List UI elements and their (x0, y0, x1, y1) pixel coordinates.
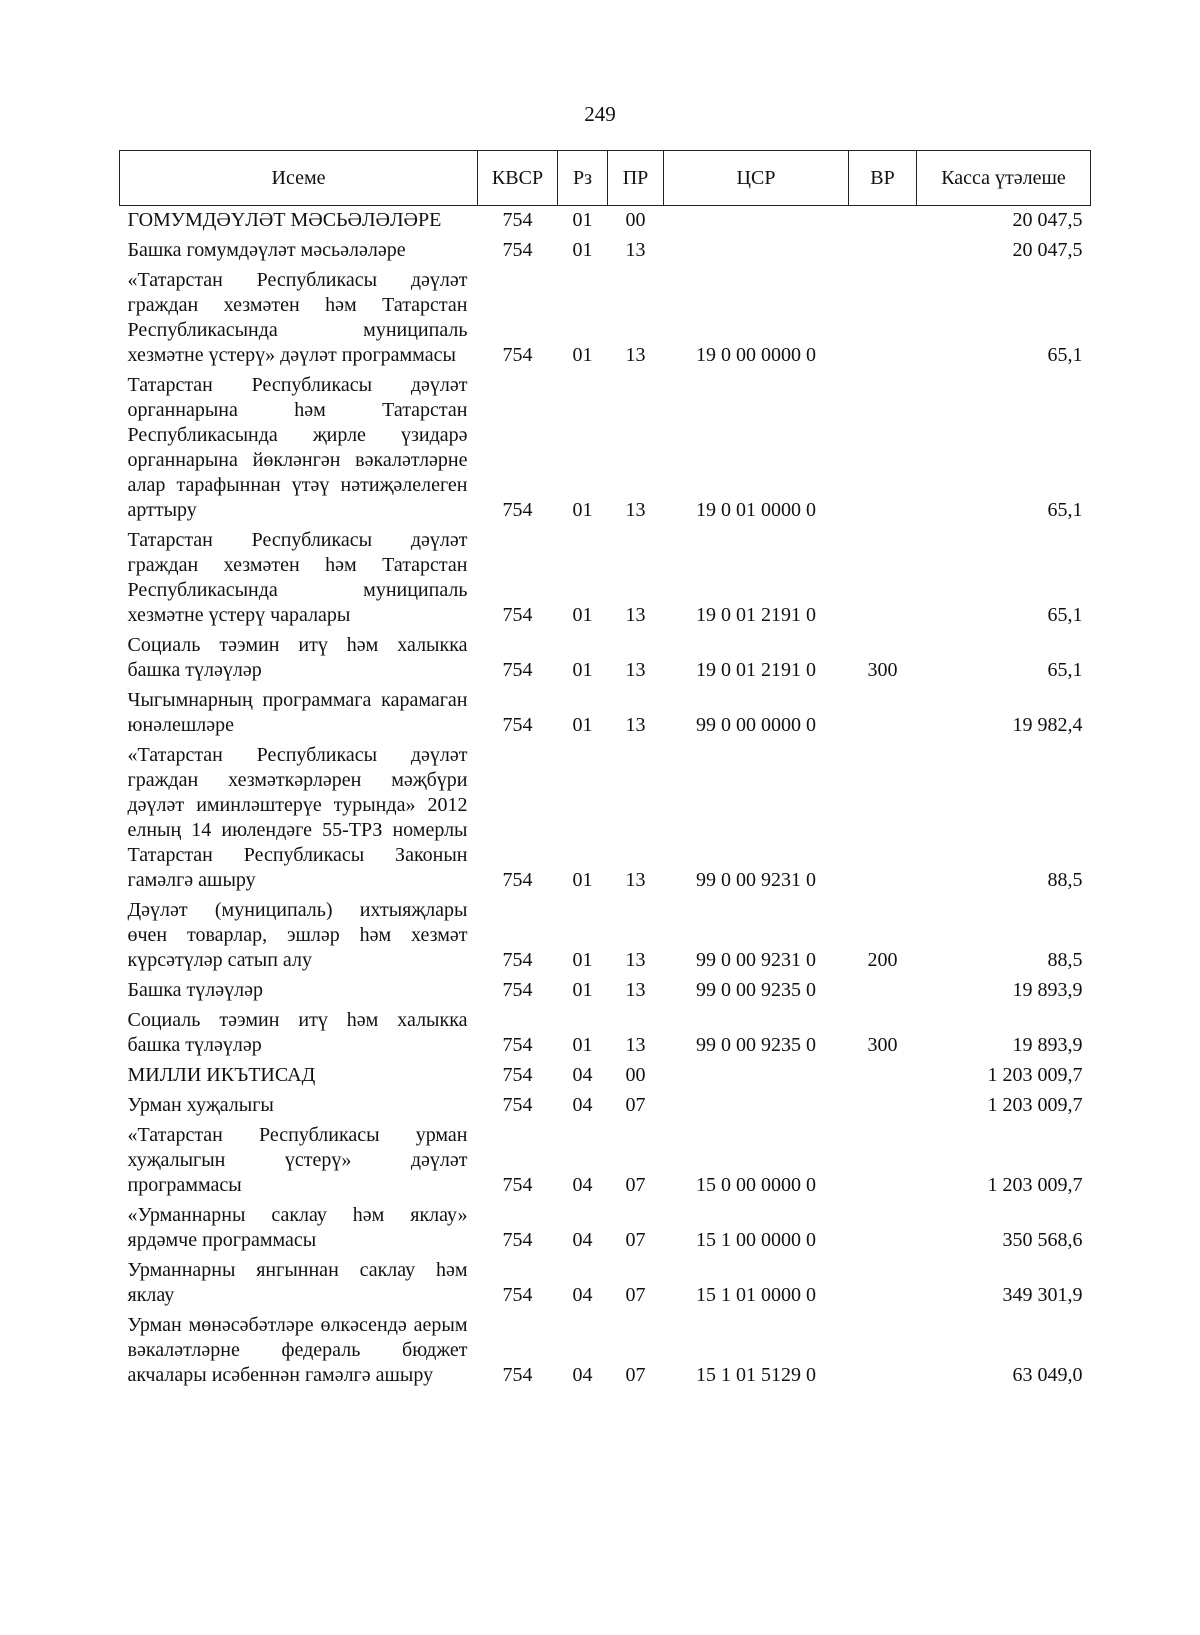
table-row (120, 266, 1091, 371)
cell-csr: 15 1 00 0000 0 (696, 1229, 816, 1251)
cell-csr (664, 1091, 849, 1121)
cell-rz: 01 (572, 1034, 593, 1056)
cell-pr: 00 (625, 209, 646, 231)
cell-rz: 01 (572, 499, 593, 521)
cell-pr: 13 (625, 499, 646, 521)
cell-sum: 19 893,9 (1012, 979, 1083, 1001)
cell-name: Урманнарны янгыннан саклау һәм яклау (127, 1259, 468, 1306)
cell-kvsr: 754 (502, 1364, 533, 1386)
cell-sum: 19 893,9 (1012, 1034, 1083, 1056)
cell-rz: 01 (572, 659, 593, 681)
header-sum: Касса үтәлеше (917, 151, 1091, 206)
cell-rz: 01 (572, 949, 593, 971)
cell-vr (849, 1201, 917, 1256)
cell-name: Чыгымнарның программага карамаган юнәлешләре (127, 689, 468, 736)
cell-kvsr: 754 (502, 1034, 533, 1056)
cell-kvsr: 754 (502, 1094, 533, 1116)
cell-pr: 13 (625, 949, 646, 971)
header-csr: ЦСР (664, 151, 849, 206)
cell-sum: 88,5 (1047, 869, 1083, 891)
cell-rz: 04 (572, 1284, 593, 1306)
cell-name: «Татарстан Республикасы урман хуҗалыгын үстерү» дәүләт программасы (127, 1124, 468, 1196)
cell-kvsr: 754 (502, 209, 533, 231)
header-name: Исеме (120, 151, 478, 206)
cell-csr (664, 1061, 849, 1091)
cell-kvsr: 754 (502, 949, 533, 971)
table-row (120, 371, 1091, 526)
cell-rz: 04 (572, 1064, 593, 1086)
cell-vr (849, 976, 917, 1006)
cell-vr (849, 526, 917, 631)
cell-pr: 07 (625, 1229, 646, 1251)
header-kvsr: КВСР (478, 151, 558, 206)
cell-sum: 88,5 (1047, 949, 1083, 971)
cell-sum: 350 568,6 (1002, 1229, 1083, 1251)
cell-rz: 01 (572, 239, 593, 261)
cell-pr: 00 (625, 1064, 646, 1086)
cell-name: Татарстан Республикасы дәүләт органнарына һәм Татарстан Республикасында җирле үзидарә органнарына йөкләнгән вәкаләтләрне алар тарафыннан үтәү нәтиҗәлелеген арттыру (127, 374, 468, 521)
cell-pr: 13 (625, 659, 646, 681)
cell-csr: 99 0 00 9235 0 (696, 979, 816, 1001)
table-header (120, 151, 1091, 206)
cell-vr (849, 1311, 917, 1391)
cell-pr: 13 (625, 239, 646, 261)
cell-vr (849, 236, 917, 266)
cell-csr: 19 0 01 2191 0 (696, 659, 816, 681)
cell-pr: 13 (625, 604, 646, 626)
cell-rz: 04 (572, 1364, 593, 1386)
cell-csr: 19 0 01 2191 0 (696, 604, 816, 626)
cell-pr: 07 (625, 1174, 646, 1196)
cell-vr (849, 1256, 917, 1311)
cell-sum: 20 047,5 (1012, 209, 1083, 231)
cell-name: Урман мөнәсәбәтләре өлкәсендә аерым вәкаләтләрне федераль бюджет акчалары исәбеннән гамәлгә ашыру (127, 1314, 468, 1386)
cell-name: ГОМУМДӘҮЛӘТ МӘСЬӘЛӘЛӘРЕ (127, 209, 442, 231)
cell-sum: 1 203 009,7 (987, 1174, 1083, 1196)
cell-pr: 07 (625, 1094, 646, 1116)
cell-vr (849, 206, 917, 237)
cell-vr (849, 686, 917, 741)
cell-pr: 13 (625, 869, 646, 891)
cell-vr (849, 371, 917, 526)
table-row (120, 631, 1091, 686)
cell-vr: 300 (867, 659, 898, 681)
table-row (120, 686, 1091, 741)
table-row (120, 976, 1091, 1006)
cell-sum: 349 301,9 (1002, 1284, 1083, 1306)
cell-sum: 19 982,4 (1012, 714, 1083, 736)
cell-rz: 04 (572, 1174, 593, 1196)
cell-csr: 19 0 01 0000 0 (696, 499, 816, 521)
cell-kvsr: 754 (502, 604, 533, 626)
cell-kvsr: 754 (502, 869, 533, 891)
cell-csr: 15 1 01 5129 0 (696, 1364, 816, 1386)
table-row (120, 236, 1091, 266)
cell-vr (849, 741, 917, 896)
cell-name: Урман хуҗалыгы (127, 1094, 274, 1116)
cell-sum: 20 047,5 (1012, 239, 1083, 261)
cell-pr: 07 (625, 1284, 646, 1306)
cell-vr (849, 1061, 917, 1091)
table-row (120, 526, 1091, 631)
page-number: 249 (584, 102, 616, 126)
cell-pr: 13 (625, 1034, 646, 1056)
cell-rz: 01 (572, 209, 593, 231)
cell-name: Дәүләт (муниципаль) ихтыяҗлары өчен товарлар, эшләр һәм хезмәт күрсәтүләр сатып алу (127, 899, 468, 971)
cell-csr: 15 1 01 0000 0 (696, 1284, 816, 1306)
header-pr: ПР (608, 151, 664, 206)
table-body (120, 206, 1091, 1392)
cell-rz: 04 (572, 1229, 593, 1251)
cell-name: «Урманнарны саклау һәм яклау» ярдәмче программасы (127, 1204, 468, 1251)
cell-csr: 19 0 00 0000 0 (696, 344, 816, 366)
cell-sum: 65,1 (1047, 659, 1083, 681)
cell-sum: 65,1 (1047, 344, 1083, 366)
cell-csr: 99 0 00 0000 0 (696, 714, 816, 736)
cell-kvsr: 754 (502, 1284, 533, 1306)
cell-csr: 99 0 00 9231 0 (696, 869, 816, 891)
cell-rz: 01 (572, 344, 593, 366)
table-row (120, 896, 1091, 976)
table-row (120, 206, 1091, 237)
cell-csr: 99 0 00 9231 0 (696, 949, 816, 971)
cell-kvsr: 754 (502, 344, 533, 366)
cell-kvsr: 754 (502, 1064, 533, 1086)
cell-sum: 63 049,0 (1012, 1364, 1083, 1386)
cell-kvsr: 754 (502, 714, 533, 736)
cell-rz: 01 (572, 979, 593, 1001)
cell-rz: 01 (572, 604, 593, 626)
cell-pr: 07 (625, 1364, 646, 1386)
cell-name: «Татарстан Республикасы дәүләт граждан хезмәтен һәм Татарстан Республикасында муниципаль хезмәтне үстерү» дәүләт программасы (127, 269, 468, 366)
budget-table (119, 150, 1091, 1391)
table-row (120, 1311, 1091, 1391)
cell-name: «Татарстан Республикасы дәүләт граждан хезмәткәрләрен мәҗбүри дәүләт иминләштерүе турында» 2012 елның 14 июлендәге 55-ТРЗ номерлы Татарстан Республикасы Законын гамәлгә ашыру (127, 744, 468, 891)
cell-name: Социаль тәэмин итү һәм халыкка башка түләүләр (127, 1009, 468, 1056)
cell-name: Башка түләүләр (127, 979, 264, 1001)
table-row (120, 741, 1091, 896)
cell-kvsr: 754 (502, 1174, 533, 1196)
cell-name: Татарстан Республикасы дәүләт граждан хезмәтен һәм Татарстан Республикасында муниципаль хезмәтне үстерү чаралары (127, 529, 468, 626)
cell-vr (849, 266, 917, 371)
cell-name: МИЛЛИ ИКЪТИСАД (127, 1064, 316, 1086)
table-row (120, 1091, 1091, 1121)
cell-name: Башка гомумдәүләт мәсьәләләре (127, 239, 406, 261)
cell-rz: 04 (572, 1094, 593, 1116)
table-row (120, 1121, 1091, 1201)
cell-vr: 200 (867, 949, 898, 971)
cell-vr (849, 1121, 917, 1201)
header-vr: ВР (849, 151, 917, 206)
cell-sum: 1 203 009,7 (987, 1094, 1083, 1116)
table-row (120, 1201, 1091, 1256)
table-row (120, 1006, 1091, 1061)
cell-csr: 99 0 00 9235 0 (696, 1034, 816, 1056)
table-row (120, 1061, 1091, 1091)
cell-kvsr: 754 (502, 659, 533, 681)
cell-kvsr: 754 (502, 1229, 533, 1251)
cell-name: Социаль тәэмин итү һәм халыкка башка түләүләр (127, 634, 468, 681)
cell-csr: 15 0 00 0000 0 (696, 1174, 816, 1196)
cell-kvsr: 754 (502, 979, 533, 1001)
cell-rz: 01 (572, 714, 593, 736)
header-rz: Рз (558, 151, 608, 206)
cell-pr: 13 (625, 714, 646, 736)
cell-kvsr: 754 (502, 239, 533, 261)
cell-csr (664, 206, 849, 237)
cell-vr: 300 (867, 1034, 898, 1056)
cell-pr: 13 (625, 979, 646, 1001)
cell-vr (849, 1091, 917, 1121)
cell-sum: 65,1 (1047, 604, 1083, 626)
cell-kvsr: 754 (502, 499, 533, 521)
cell-rz: 01 (572, 869, 593, 891)
cell-sum: 65,1 (1047, 499, 1083, 521)
cell-csr (664, 236, 849, 266)
table-row (120, 1256, 1091, 1311)
cell-sum: 1 203 009,7 (987, 1064, 1083, 1086)
cell-pr: 13 (625, 344, 646, 366)
